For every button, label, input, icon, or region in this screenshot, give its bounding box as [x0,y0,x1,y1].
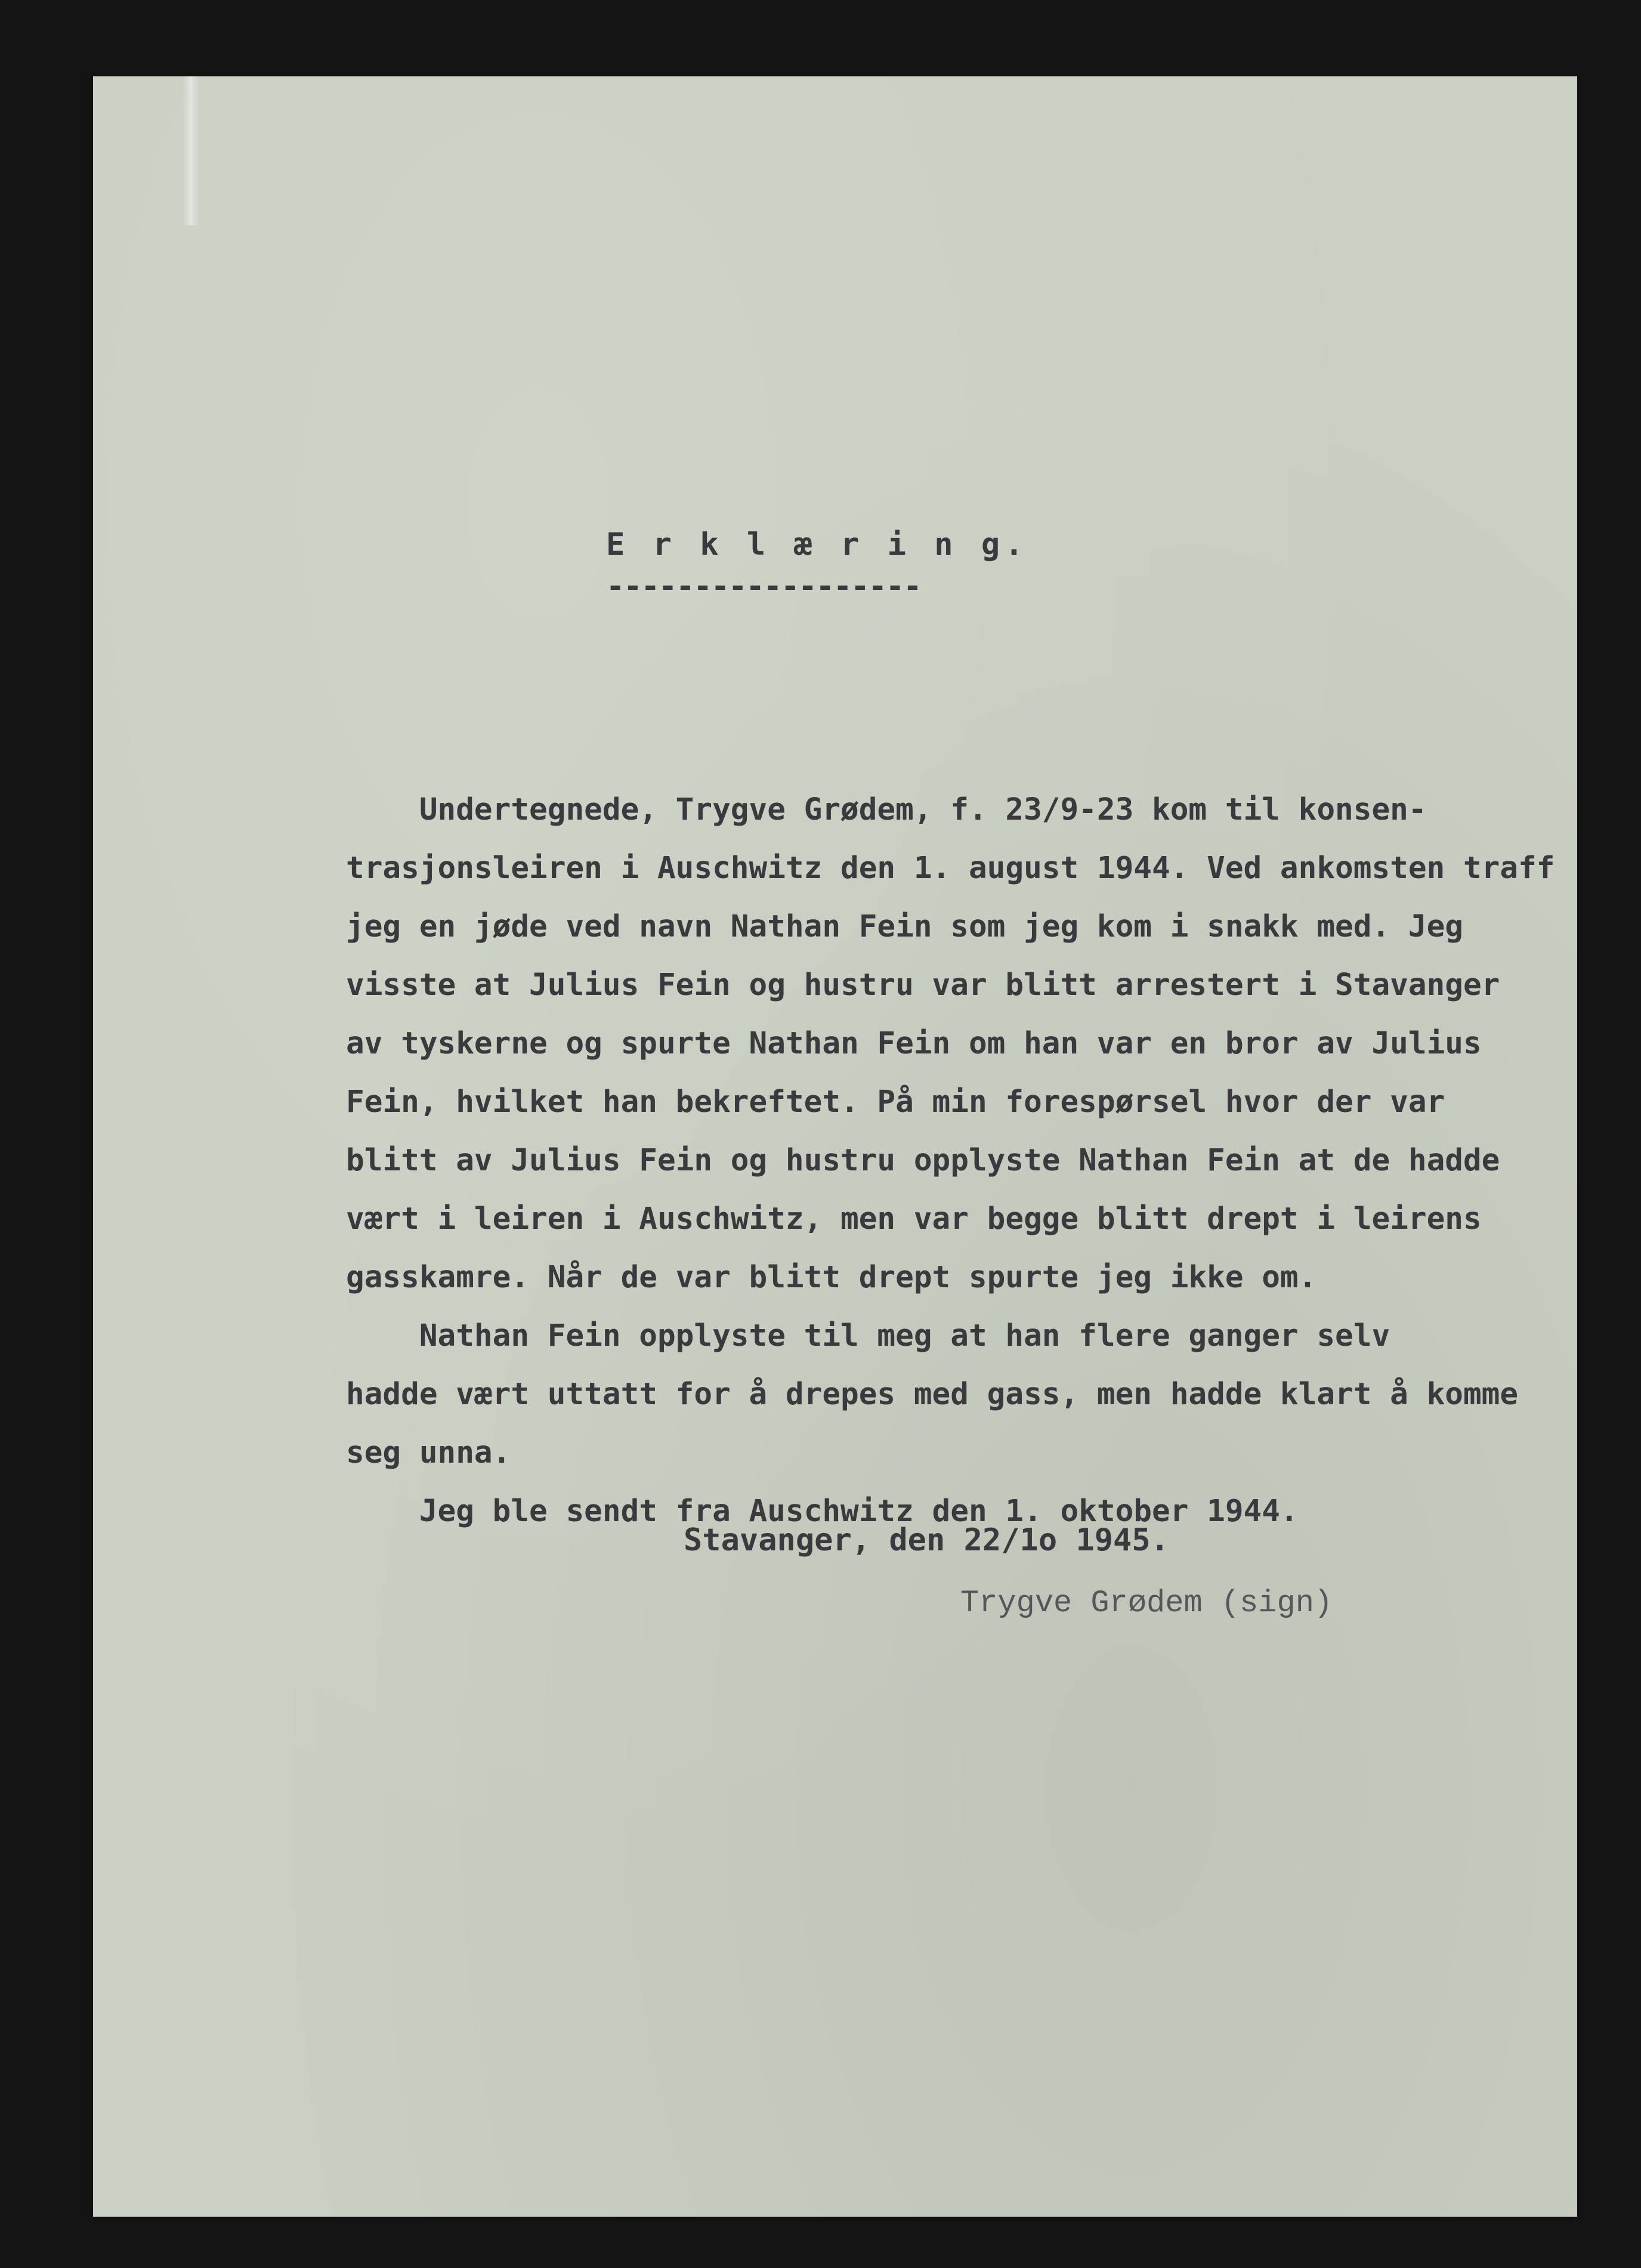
paper-crease [183,76,199,225]
body-line: Undertegnede, Trygve Grødem, f. 23/9-23 kom til konsen- [346,792,1427,827]
body-line: blitt av Julius Fein og hustru opplyste Nathan Fein at de hadde [346,1143,1500,1178]
body-line: av tyskerne og spurte Nathan Fein om han var en bror av Julius [346,1026,1482,1061]
body-line: jeg en jøde ved navn Nathan Fein som jeg kom i snakk med. Jeg [346,909,1463,944]
body-line: Jeg ble sendt fra Auschwitz den 1. oktober 1944. [346,1494,1299,1529]
body-line: vært i leiren i Auschwitz, men var begge blitt drept i leirens [346,1201,1482,1237]
body-line: visste at Julius Fein og hustru var blitt arrestert i Stavanger [346,968,1500,1003]
body-line: hadde vært uttatt for å drepes med gass, men hadde klart å komme [346,1377,1519,1412]
body-line: Nathan Fein opplyste til meg at han flere ganger selv [346,1318,1390,1354]
body-line: Fein, hvilket han bekreftet. På min forespørsel hvor der var [346,1084,1445,1120]
body-line: trasjonsleiren i Auschwitz den 1. august 1944. Ved ankomsten traff [346,851,1555,886]
body-line: gasskamre. Når de var blitt drept spurte jeg ikke om. [346,1260,1317,1295]
document-title: E r k l æ r i n g. [606,527,1028,563]
title-underline: ------------------ [606,568,921,604]
body-line: seg unna. [346,1435,511,1470]
signature-line: Trygve Grødem (sign) [960,1586,1333,1621]
place-and-date: Stavanger, den 22/1o 1945. [684,1522,1169,1558]
paper-sheet [93,76,1577,2217]
